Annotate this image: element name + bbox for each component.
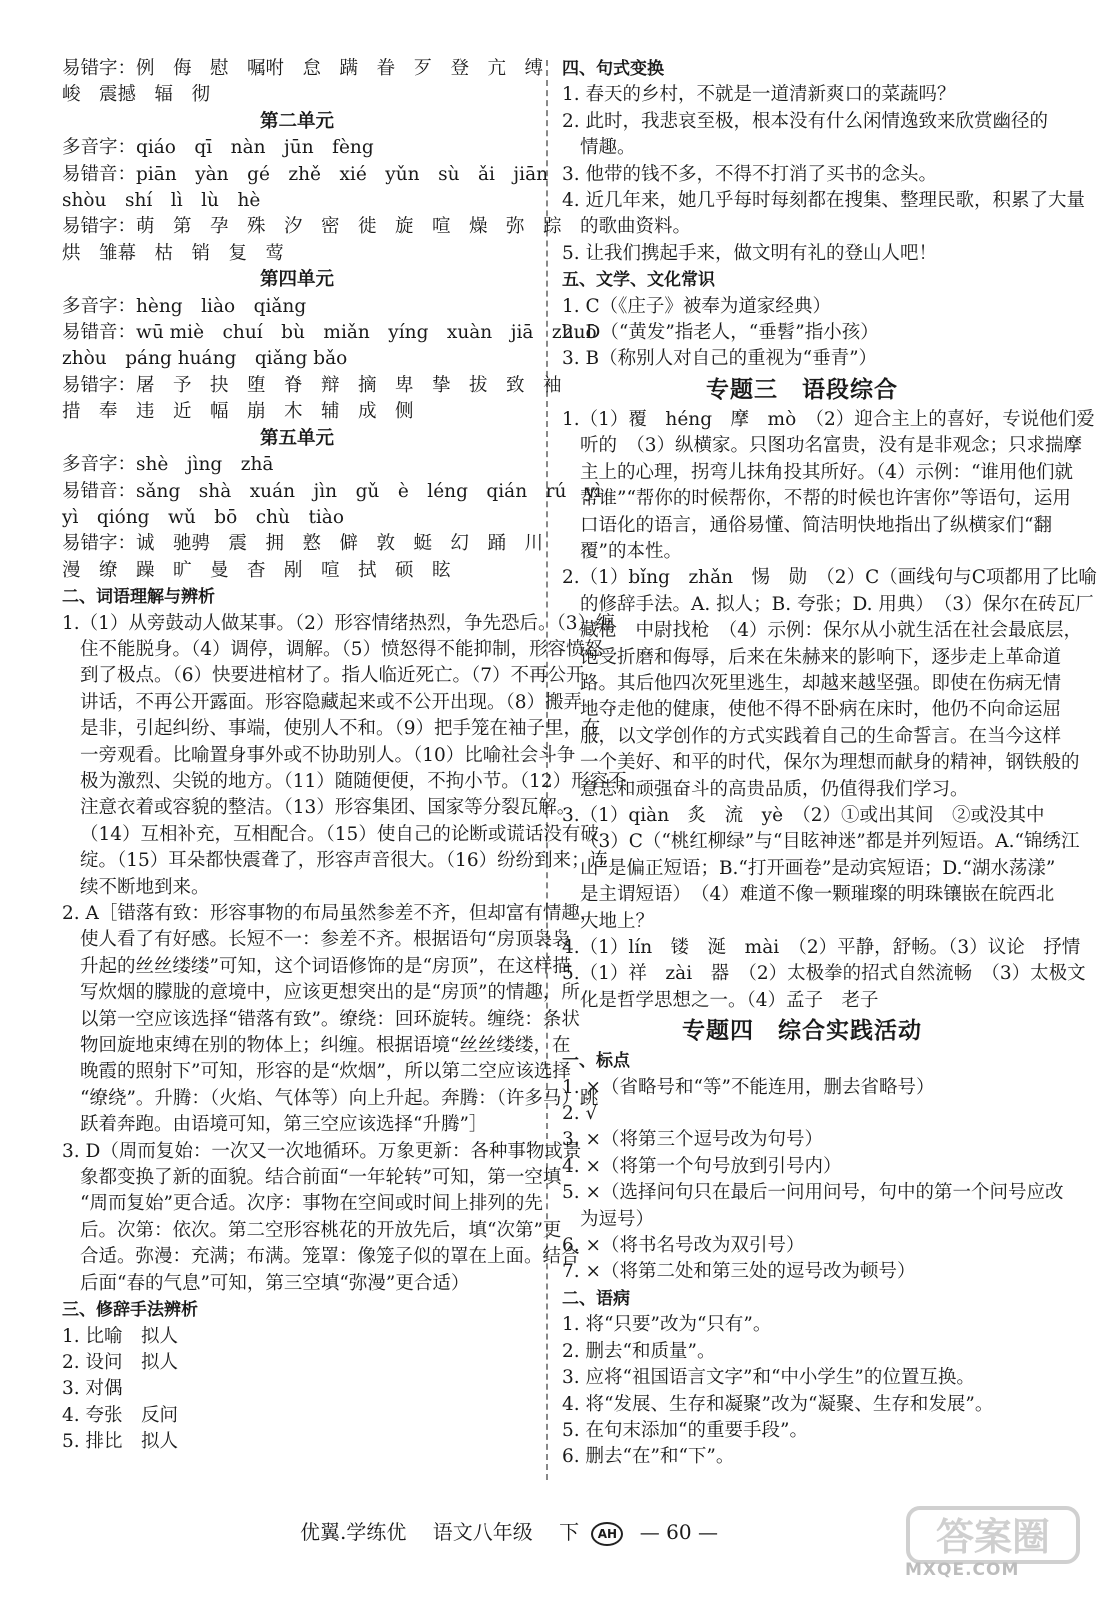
text-line: 住不能脱身。（4）调停，调解。（5）愤怒得不能抑制，形容愤怒 — [80, 638, 604, 660]
text-line: yì qióng wǔ bō chù tiào — [62, 506, 344, 528]
text-line: 易错音：piān yàn gé zhě xié yǔn sù ǎi jiān — [62, 163, 549, 185]
text-line: 5. ×（选择问句只在最后一问用问号，句中的第一个问号应改 — [562, 1182, 1064, 1204]
text-line: 多音字：hèng liào qiǎng — [62, 295, 307, 317]
text-line: 3. 他带的钱不多，不得不打消了买书的念头。 — [562, 163, 938, 185]
text-line: 极为激烈、尖锐的地方。（11）随随便便，不拘小节。（12）形容不 — [80, 770, 627, 792]
text-line: （14）互相补充，互相配合。（15）使自己的论断或谎话没有破 — [80, 823, 599, 845]
text-line: 山”是偏正短语；B.“打开画卷”是动宾短语；D.“湖水荡漾” — [580, 857, 1056, 879]
text-line: 物回旋地束缚在别的物体上；纠缠。根据语境“丝丝缕缕，在 — [80, 1035, 571, 1057]
text-line: 烘 雏幕 枯 销 复 莺 — [62, 242, 285, 264]
text-line: 路。其后他四次死里逃生，却越来越坚强。即使在伤病无情 — [580, 672, 1062, 694]
text-line: 讲话，不再公开露面。形容隐藏起来或不公开出现。（8）搬弄 — [80, 691, 583, 713]
text-line: 2.（1）bǐng zhǎn 惕 勋 （2）C（画线句与C项都用了比喻 — [562, 567, 1097, 589]
text-line: 3. 应将“祖国语言文字”和“中小学生”的位置互换。 — [562, 1367, 975, 1389]
unit-heading: 第四单元 — [259, 269, 334, 291]
text-line: 晚霞的照射下”可知，形容的是“炊烟”，所以第二空应该选择 — [80, 1061, 571, 1083]
text-line: 2. √ — [562, 1103, 598, 1125]
text-line: 3. B（称别人对自己的重视为“垂青”） — [562, 348, 878, 370]
text-line: 1.（1）从旁鼓动人做某事。（2）形容情绪热烈，争先恐后。（3）缠 — [62, 612, 615, 634]
text-line: 的歌曲资料。 — [580, 216, 692, 238]
text-line: 2. 删去“和质量”。 — [562, 1340, 716, 1362]
text-line: 一个美好、和平的时代，保尔为理想而献身的精神，钢铁般的 — [580, 752, 1080, 774]
section-heading: 二、词语理解与辨析 — [62, 587, 215, 608]
text-line: 5. 排比 拟人 — [62, 1431, 179, 1453]
watermark-url: MXQE.COM — [905, 1560, 1020, 1580]
text-line: 一旁观看。比喻置身事外或不协助别人。（10）比喻社会斗争 — [80, 744, 576, 766]
text-line: 易错音：wū miè chuí bù miǎn yíng xuàn jiā zhuō — [62, 322, 597, 344]
text-line: 饱受折磨和侮辱，后来在朱赫来的影响下，逐步走上革命道 — [580, 646, 1062, 668]
text-line: （3）C（“桃红柳绿”与“目眩神迷”都是并列短语。A.“锦绣江 — [580, 831, 1080, 853]
text-line: 2. 设问 拟人 — [62, 1351, 179, 1373]
text-line: 写炊烟的朦胧的意境中，应该更想突出的是“房顶”的情趣，所 — [80, 982, 580, 1004]
text-line: 合适。弥漫：充满；布满。笼罩：像笼子似的罩在上面。结合 — [80, 1246, 580, 1268]
text-line: 1. ×（省略号和“等”不能连用，删去省略号） — [562, 1076, 935, 1098]
right-column — [562, 56, 1097, 1471]
text-line: 4. ×（将第一个句号放到引号内） — [562, 1155, 842, 1177]
text-line: shòu shí lì lù hè — [62, 190, 261, 212]
text-line: 1. C（《庄子》被奉为道家经典） — [562, 295, 831, 317]
page-footer — [300, 1516, 718, 1546]
text-line: 后。次第：依次。第二空形容桃花的开放先后，填“次第”更 — [80, 1219, 562, 1241]
text-line: 峻 震撼 辐 彻 — [62, 84, 211, 106]
text-line: 1. 春天的乡村，不就是一道清新爽口的菜蔬吗？ — [562, 84, 956, 106]
topic-heading: 专题四 综合实践活动 — [682, 1018, 922, 1045]
watermark-logo-text: 答案圈 — [935, 1515, 1051, 1559]
topic-heading: 专题三 语段综合 — [706, 376, 898, 403]
text-line: 3. 对偶 — [62, 1378, 123, 1400]
text-line: zhòu páng huáng qiǎng bǎo — [62, 348, 348, 370]
text-line: 地夺走他的健康，使他不得不卧病在床时，他仍不向命运屈 — [580, 699, 1062, 721]
edition-badge: AH — [591, 1522, 623, 1546]
text-line: 跃着奔跑。由语境可知，第三空应该选择“升腾”］ — [80, 1114, 488, 1136]
text-line: 的修辞手法。A. 拟人；B. 夸张；D. 用典） （3）保尔在砖瓦厂 — [580, 593, 1094, 615]
text-line: 措 奉 违 近 幅 崩 木 辅 成 侧 — [62, 401, 414, 423]
text-line: 主上的心理，拐弯儿抹角投其所好。（4）示例：“谁用他们就 — [580, 461, 1073, 483]
text-line: “周而复始”更合适。次序：事物在空间或时间上排列的先 — [80, 1193, 543, 1215]
text-line: 升起的丝丝缕缕”可知，这个词语修饰的是“房顶”，在这样描 — [80, 955, 571, 977]
text-line: 到了极点。（6）快要进棺材了。指人临近死亡。（7）不再公开 — [80, 665, 585, 687]
footer-volume: 下 — [559, 1520, 580, 1544]
text-line: 注意衣着或容貌的整洁。（13）形容集团、国家等分裂瓦解。 — [80, 797, 576, 819]
text-line: 意志和顽强奋斗的高贵品质，仍值得我们学习。 — [580, 778, 969, 800]
text-line: 以第一空应该选择“错落有致”。缭绕：回环旋转。缠绕：条状 — [80, 1008, 580, 1030]
section-heading: 三、修辞手法辨析 — [62, 1300, 198, 1321]
text-line: 多音字：qiáo qī nàn jūn fèng — [62, 137, 374, 159]
text-line: 绽。（15）耳朵都快震聋了，形容声音很大。（16）纷纷到来；连 — [80, 850, 609, 872]
text-line: 服，以文学创作的方式实践着自己的生命誓言。在当今这样 — [580, 725, 1062, 747]
text-line: 3.（1）qiàn 炙 流 yè （2）①或出其间 ②或没其中 — [562, 804, 1045, 826]
text-line: 是非，引起纠纷、事端，使别人不和。（9）把手笼在袖子里，在 — [80, 718, 601, 740]
text-line: 5. 在句末添加“的重要手段”。 — [562, 1419, 808, 1441]
text-line: 是主谓短语） （4）难道不像一颗璀璨的明珠镶嵌在皖西北 — [580, 884, 1055, 906]
text-line: 3. ×（将第三个逗号改为句号） — [562, 1129, 824, 1151]
text-line: 听的 （3）纵横家。只图功名富贵，没有是非观念；只求揣摩 — [580, 435, 1083, 457]
text-line: 易错字：屠 予 抉 堕 脊 辩 摘 卑 挚 拔 致 袖 — [62, 374, 562, 396]
footer-subject: 语文八年级 — [432, 1520, 533, 1544]
text-line: 易错字：萌 第 孕 殊 汐 密 徙 旋 喧 燥 弥 踪 — [62, 216, 562, 238]
text-line: 1. 将“只要”改为“只有”。 — [562, 1314, 772, 1336]
section-heading: 四、句式变换 — [562, 59, 664, 79]
section-heading: 一、标点 — [562, 1051, 630, 1072]
text-line: 大地上？ — [580, 910, 655, 932]
unit-heading: 第五单元 — [259, 427, 334, 449]
text-line: 情趣。 — [580, 137, 636, 159]
text-line: 4. 夸张 反问 — [62, 1404, 179, 1426]
text-line: 漫 缭 躁 旷 曼 杳 剐 喧 拭 硕 眩 — [62, 559, 451, 581]
text-line: 多音字：shè jìng zhā — [62, 454, 274, 476]
text-line: 4. 将“发展、生存和凝聚”改为“凝聚、生存和发展”。 — [562, 1393, 994, 1415]
text-line: 口语化的语言，通俗易懂、简洁明快地指出了纵横家们“翻 — [580, 514, 1052, 536]
text-line: 化是哲学思想之一。（4）孟子 老子 — [580, 989, 879, 1011]
page-number: — 60 — — [639, 1520, 718, 1544]
text-line: 4. 近几年来，她几乎每时每刻都在搜集、整理民歌，积累了大量 — [562, 190, 1086, 212]
section-heading: 二、语病 — [562, 1288, 630, 1309]
text-line: 5.（1）祥 zài 器 （2）太极拳的招式自然流畅 （3）太极文 — [562, 963, 1086, 985]
text-line: 帮谁”“帮你的时候帮你，不帮的时候也许害你”等语句，运用 — [580, 488, 1071, 510]
unit-heading: 第二单元 — [259, 110, 334, 132]
text-line: 1. 比喻 拟人 — [62, 1325, 179, 1347]
text-line: 藏枪 中尉找枪 （4）示例：保尔从小就生活在社会最底层， — [580, 620, 1083, 642]
text-line: “缭绕”。升腾：（火焰、气体等）向上升起。奔腾：（许多马）跳 — [80, 1087, 599, 1109]
text-line: 使人看了有好感。长短不一：参差不齐。根据语句“房顶袅袅 — [80, 929, 571, 951]
text-line: 1.（1）覆 héng 摩 mò （2）迎合主上的喜好，专说他们爱 — [562, 408, 1095, 430]
text-line: 后面“春的气息”可知，第三空填“弥漫”更合适） — [80, 1272, 470, 1294]
text-line: 2. A［错落有致：形容事物的布局虽然参差不齐，但却富有情趣， — [62, 903, 599, 924]
text-line: 6. ×（将书名号改为双引号） — [562, 1235, 805, 1257]
text-line: 6. 删去“在”和“下”。 — [562, 1446, 735, 1468]
text-line: 3. D（周而复始：一次又一次地循环。万象更新：各种事物或景 — [62, 1140, 582, 1162]
text-line: 2. D（“黄发”指老人，“垂髫”指小孩） — [562, 322, 879, 344]
text-line: 5. 让我们携起手来，做文明有礼的登山人吧！ — [562, 242, 938, 264]
text-line: 易错字：例 侮 慰 嘱咐 怠 蹒 眷 歹 登 亢 缚 — [62, 58, 544, 79]
text-line: 续不断地到来。 — [80, 876, 210, 898]
text-line: 覆”的本性。 — [580, 540, 682, 562]
text-line: 为逗号） — [580, 1208, 655, 1230]
text-line: 4.（1）lín 镂 涎 mài （2）平静，舒畅。（3）议论 抒情 — [562, 937, 1081, 958]
text-line: 7. ×（将第二处和第三处的逗号改为顿号） — [562, 1261, 916, 1283]
text-line: 象都变换了新的面貌。结合前面“一年轮转”可知，第一空填 — [80, 1167, 562, 1189]
text-line: 易错音：sǎng shà xuán jìn gǔ è léng qián rú yì — [62, 480, 602, 502]
text-line: 易错字：诚 驰骋 震 拥 憝 僻 敦 蜓 幻 踊 川 — [62, 533, 544, 555]
footer-brand: 优翼.学练优 — [300, 1520, 407, 1544]
section-heading: 五、文学、文化常识 — [562, 270, 715, 291]
text-line: 2. 此时，我悲哀至极，根本没有什么闲情逸致来欣赏幽径的 — [562, 110, 1049, 132]
